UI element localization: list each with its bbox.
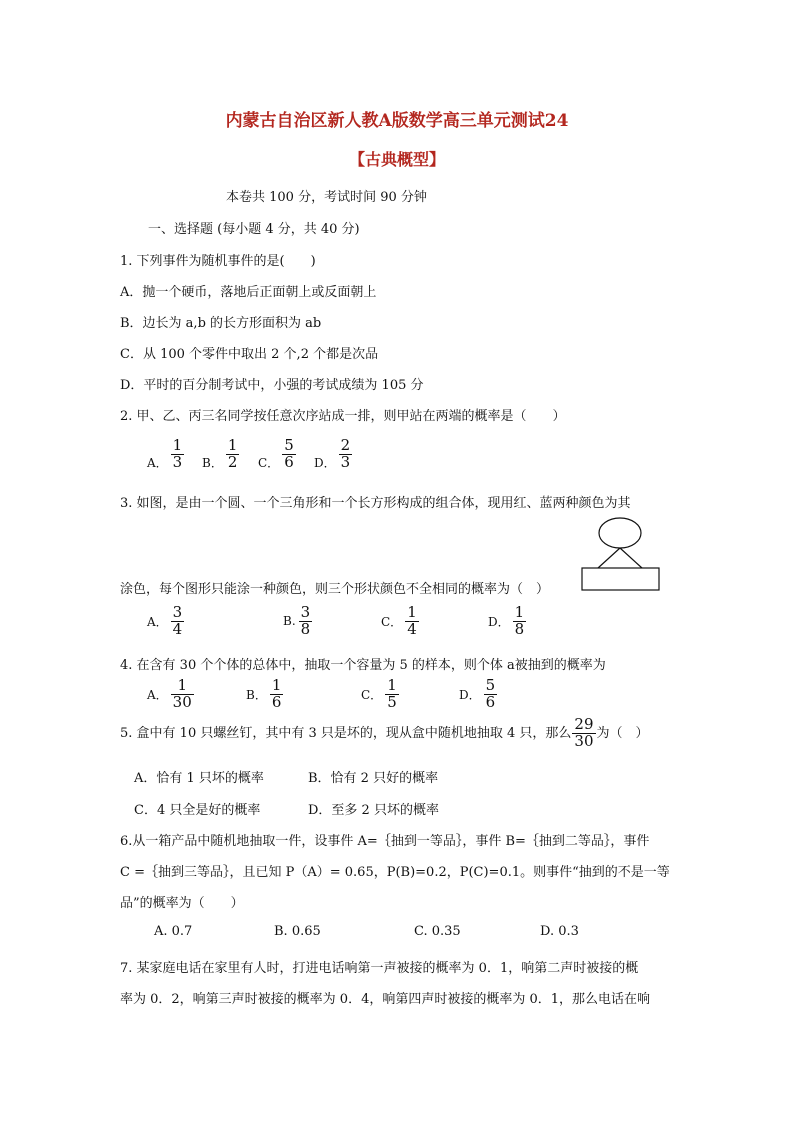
section-heading: 一、选择题 (每小题 4 分，共 40 分) (148, 222, 360, 237)
question-7-line2: 率为 0．2，响第三声时被接的概率为 0．4，响第四声时被接的概率为 0．1，那么电话在响 (120, 992, 651, 1007)
question-6-line3: 品”的概率为（ ） (120, 896, 244, 911)
question-2-option-c: C． $\frac{5}{6}$ (258, 436, 294, 471)
question-6-option-b: B. 0.65 (274, 924, 321, 939)
exam-info: 本卷共 100 分，考试时间 90 分钟 (226, 190, 427, 205)
question-5-option-c: C．4 只全是好的概率 (134, 803, 261, 818)
question-4-stem: 4. 在含有 30 个个体的总体中，抽取一个容量为 5 的样本，则个体 a被抽到的概率为 (120, 658, 606, 673)
question-4-option-d: D． $\frac{5}{6}$ (459, 676, 496, 711)
question-1-option-a: A．抛一个硬币，落地后正面朝上或反面朝上 (120, 285, 377, 300)
question-5-stem (120, 717, 649, 750)
question-5-fraction: $\frac{29}{30}$ (574, 715, 594, 750)
question-6-option-d: D. 0.3 (540, 924, 579, 939)
question-6-option-c: C. 0.35 (414, 924, 461, 939)
question-3-option-b: B. $\frac{3}{8}$ (283, 603, 311, 638)
question-2-stem: 2. 甲、乙、丙三名同学按任意次序站成一排，则甲站在两端的概率是（ ） (120, 409, 566, 424)
question-6-line1: 6.从一箱产品中随机地抽取一件，设事件 A=｛抽到一等品｝，事件 B=｛抽到二等品｝，事件 (120, 834, 650, 849)
question-5-option-a: A．恰有 1 只坏的概率 (134, 771, 264, 786)
question-3-option-c: C． $\frac{1}{4}$ (381, 603, 417, 638)
question-4-option-a: A． $\frac{1}{30}$ (147, 676, 192, 711)
question-1-stem: 1. 下列事件为随机事件的是( ) (120, 254, 316, 269)
triangle-left-side (598, 548, 620, 568)
question-7-line1: 7. 某家庭电话在家里有人时，打进电话响第一声被接的概率为 0．1，响第二声时被接的概 (120, 961, 639, 976)
question-2-option-a: A． $\frac{1}{3}$ (147, 436, 183, 471)
question-4-option-c: C． $\frac{1}{5}$ (361, 676, 397, 711)
page-subtitle: 【古典概型】 (348, 150, 445, 169)
question-1-option-b: B．边长为 a,b 的长方形面积为 ab (120, 316, 322, 331)
question-5-option-b: B．恰有 2 只好的概率 (308, 771, 439, 786)
question-5-option-d: D．至多 2 只坏的概率 (308, 803, 439, 818)
triangle-right-side (620, 548, 642, 568)
question-1-option-c: C．从 100 个零件中取出 2 个,2 个都是次品 (120, 347, 379, 362)
question-1-option-d: D．平时的百分制考试中，小强的考试成绩为 105 分 (120, 378, 424, 393)
question-2-option-d: D． $\frac{2}{3}$ (314, 436, 351, 471)
question-6-option-a: A. 0.7 (154, 924, 193, 939)
question-6-line2: C =｛抽到三等品｝，且已知 P（A）= 0.65，P(B)=0.2，P(C)=0.1。则事件“抽到的不是一等 (120, 865, 670, 880)
question-3-stem-line2: 涂色，每个图形只能涂一种颜色，则三个形状颜色不全相同的概率为（ ） (120, 582, 550, 597)
circle-shape (599, 518, 641, 548)
question-3-option-a: A． $\frac{3}{4}$ (147, 603, 183, 638)
question-3-stem-line1: 3. 如图，是由一个圆、一个三角形和一个长方形构成的组合体，现用红、蓝两种颜色为其 (120, 496, 631, 511)
rectangle-shape (582, 568, 659, 590)
question-3-option-d: D． $\frac{1}{8}$ (488, 603, 525, 638)
question-5-stem-text: 5. 盒中有 10 只螺丝钉，其中有 3 只是坏的，现从盒中随机地抽取 4 只，那么 (120, 725, 572, 741)
question-2-option-b: B． $\frac{1}{2}$ (202, 436, 238, 471)
question-4-option-b: B． $\frac{1}{6}$ (246, 676, 282, 711)
question-5-stem-tail: 为（ ） (596, 725, 649, 741)
page-title: 内蒙古自治区新人教A版数学高三单元测试24 (225, 111, 569, 131)
combination-figure (580, 516, 662, 592)
